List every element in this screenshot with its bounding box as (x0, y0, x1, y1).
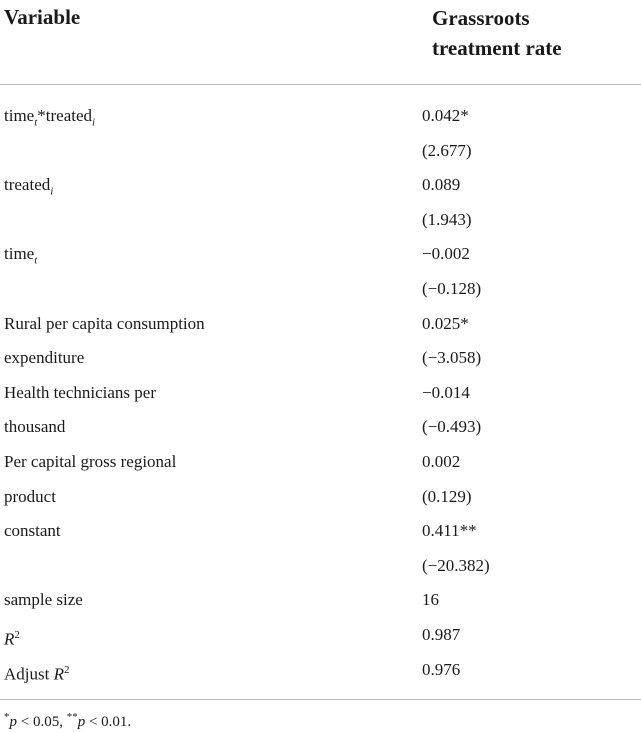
table-row (0, 272, 641, 307)
table-row (0, 237, 641, 272)
coef-treated: 0.089 (422, 175, 461, 195)
value-adjusted-r-squared: 0.976 (422, 659, 461, 679)
coef-rural-consumption: 0.025* (422, 313, 469, 333)
coef-time-treated: 0.042* (422, 106, 469, 125)
table-body (0, 85, 641, 687)
row-label-treated: treated$_i$ (4, 175, 54, 198)
header-col-line2: treatment rate (432, 36, 562, 60)
table-header (0, 0, 641, 85)
row-label-rural-consumption-cont: expenditure (4, 348, 85, 368)
row-label-gross-regional-product: Per capital gross regional (4, 451, 177, 471)
tstat-time: (−0.128) (422, 278, 482, 298)
header-col-line1: Grassroots (432, 6, 530, 30)
table-row (0, 203, 641, 238)
row-label-time: time$_t$ (4, 244, 38, 267)
value-r-squared: 0.987 (422, 624, 461, 644)
coef-health-technicians: −0.014 (422, 382, 470, 402)
coef-constant: 0.411** (422, 521, 477, 541)
row-label-time-treated: time$_t$*treated$_i$ (4, 106, 96, 129)
coef-time: −0.002 (422, 244, 470, 264)
tstat-gross-regional-product: (0.129) (422, 486, 472, 506)
table-row (0, 410, 641, 445)
row-label-health-technicians: Health technicians per (4, 382, 156, 402)
coef-gross-regional-product: 0.002 (422, 451, 461, 471)
row-label-sample-size: sample size (4, 590, 83, 610)
table-row (0, 445, 641, 480)
tstat-health-technicians: (−0.493) (422, 417, 482, 437)
table-row (0, 514, 641, 549)
table-row (0, 376, 641, 411)
tstat-rural-consumption: (−3.058) (422, 348, 482, 368)
tstat-constant: (−20.382) (422, 555, 490, 575)
row-label-adjusted-r-squared: Adjust $R^2$ (4, 663, 70, 684)
value-sample-size: 16 (422, 590, 439, 610)
table-row (0, 134, 641, 169)
header-variable: Variable (4, 5, 81, 29)
table-row (0, 480, 641, 515)
tstat-time-treated: (2.677) (422, 140, 472, 160)
row-label-rural-consumption: Rural per capita consumption (4, 313, 205, 333)
significance-footnote: *p < 0.05, **p < 0.01. (4, 711, 132, 730)
table-row (0, 307, 641, 342)
tstat-treated: (1.943) (422, 209, 472, 229)
table-bottom-rule (0, 699, 641, 700)
table-row (0, 99, 641, 134)
row-label-gross-regional-product-cont: product (4, 486, 56, 506)
table-row (0, 583, 641, 618)
table-row (0, 168, 641, 203)
row-label-health-technicians-cont: thousand (4, 417, 66, 437)
table-row (0, 618, 641, 653)
row-label-r-squared: $R^2$ (4, 628, 20, 649)
header-grassroots-treatment-rate (432, 3, 562, 63)
table-row (0, 653, 641, 688)
table-row (0, 341, 641, 376)
table-row (0, 549, 641, 584)
row-label-constant: constant (4, 521, 61, 541)
